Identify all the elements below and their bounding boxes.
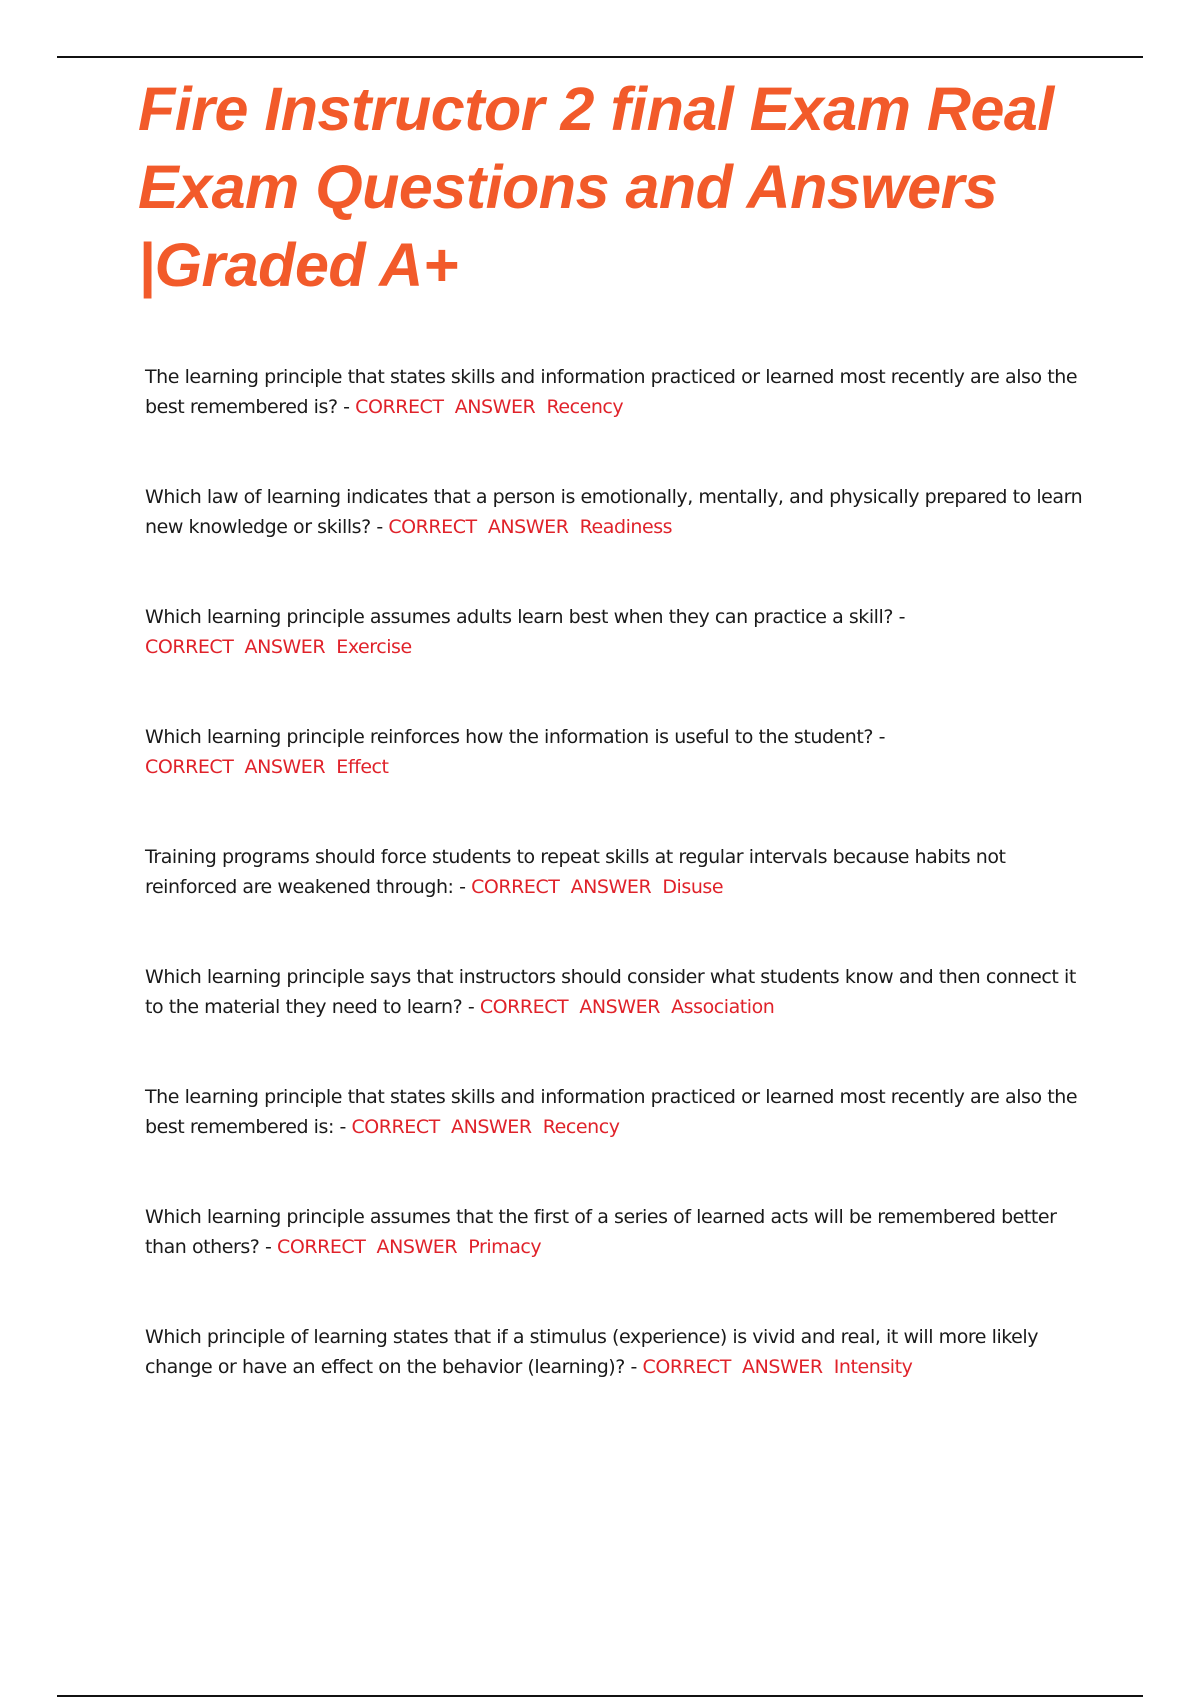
separator: - xyxy=(259,1236,278,1258)
separator: - xyxy=(333,1116,352,1138)
document-title: Fire Instructor 2 final Exam Real Exam Questions and Answers |Graded A+ xyxy=(138,75,1054,299)
question-text: Which learning principle assumes that the first of a series of learned acts will be remembered better than others? xyxy=(145,1206,1057,1258)
answer-label: CORRECT ANSWER xyxy=(479,996,672,1018)
answer-text: Intensity xyxy=(833,1356,913,1378)
answer-text: Exercise xyxy=(336,636,412,658)
qa-list xyxy=(145,362,1095,1442)
qa-item xyxy=(145,1082,1095,1202)
qa-item xyxy=(145,482,1095,602)
qa-item xyxy=(145,722,1095,842)
qa-item xyxy=(145,362,1095,482)
answer-label: CORRECT ANSWER xyxy=(145,636,337,658)
separator: - xyxy=(462,996,480,1018)
qa-item xyxy=(145,842,1095,962)
separator: - xyxy=(892,606,905,628)
question-text: The learning principle that states skills and information practiced or learned most recently are also the best remembered is? xyxy=(145,366,1078,418)
answer-label: CORRECT ANSWER xyxy=(355,396,547,418)
answer-label: CORRECT ANSWER xyxy=(277,1236,469,1258)
question-text: Which law of learning indicates that a person is emotionally, mentally, and physically prepared to learn new knowledge or skills? xyxy=(145,486,1083,538)
question-text: Which learning principle says that instructors should consider what students know and then connect it to the material they need to learn? xyxy=(145,966,1076,1018)
answer-text: Readiness xyxy=(579,516,673,538)
answer-label: CORRECT ANSWER xyxy=(642,1356,834,1378)
answer-label: CORRECT ANSWER xyxy=(145,756,337,778)
separator: - xyxy=(453,876,472,898)
separator: - xyxy=(370,516,389,538)
separator: - xyxy=(624,1356,643,1378)
answer-label: CORRECT ANSWER xyxy=(471,876,663,898)
answer-label: CORRECT ANSWER xyxy=(351,1116,543,1138)
qa-item xyxy=(145,962,1095,1082)
answer-text: Primacy xyxy=(468,1236,542,1258)
answer-text: Disuse xyxy=(662,876,724,898)
question-text: Which learning principle reinforces how the information is useful to the student? xyxy=(145,726,874,748)
answer-label: CORRECT ANSWER xyxy=(388,516,580,538)
question-text: Which learning principle assumes adults learn best when they can practice a skill? xyxy=(145,606,893,628)
qa-item xyxy=(145,602,1095,722)
separator: - xyxy=(337,396,356,418)
qa-item xyxy=(145,1202,1095,1322)
top-rule xyxy=(57,56,1143,58)
answer-text: Effect xyxy=(336,756,389,778)
question-text: Training programs should force students to repeat skills at regular intervals because habits not reinforced are weakened through: xyxy=(145,846,1006,898)
answer-text: Recency xyxy=(546,396,624,418)
separator: - xyxy=(873,726,886,748)
answer-text: Association xyxy=(671,996,775,1018)
answer-text: Recency xyxy=(542,1116,620,1138)
question-text: The learning principle that states skills and information practiced or learned most recently are also the best remembered is: xyxy=(145,1086,1078,1138)
question-text: Which principle of learning states that if a stimulus (experience) is vivid and real, it will more likely change or have an effect on the behavior (learning)? xyxy=(145,1326,1039,1378)
qa-item xyxy=(145,1322,1095,1442)
bottom-rule xyxy=(57,1695,1143,1697)
